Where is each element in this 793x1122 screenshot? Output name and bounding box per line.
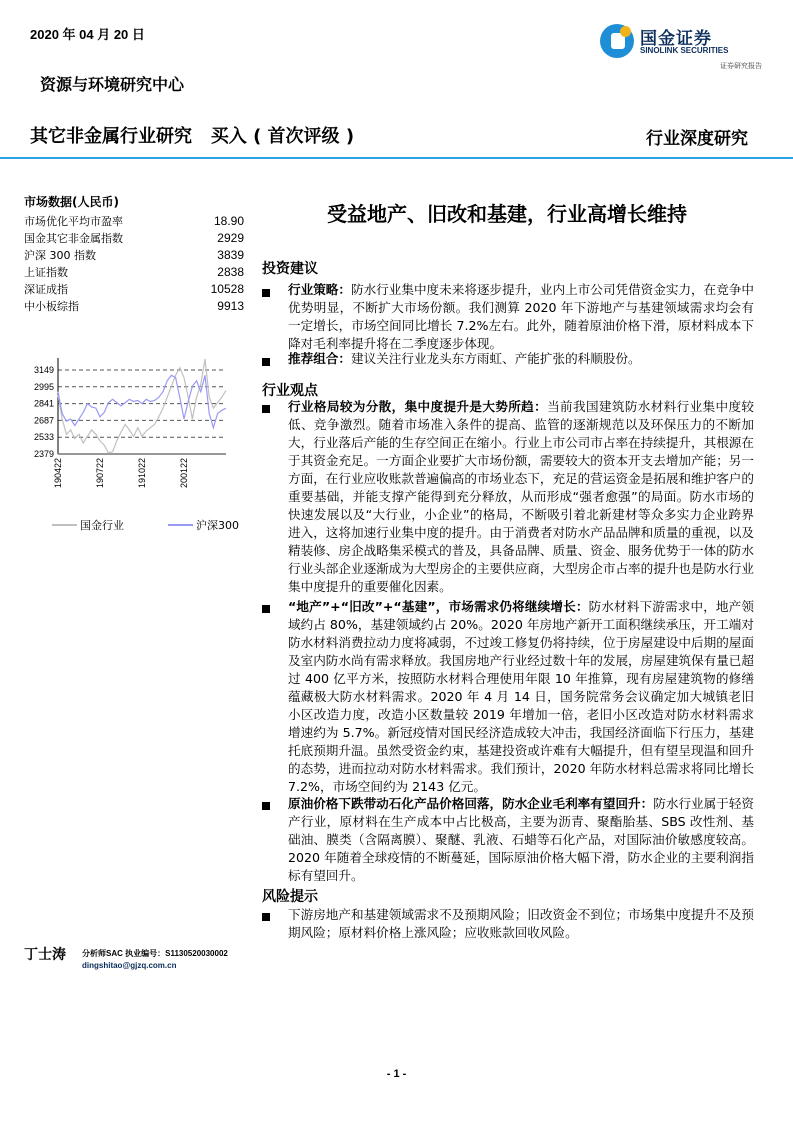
x-tick-label: 200122 (179, 458, 189, 489)
bullet-icon (262, 289, 270, 297)
report-date: 2020 年 04 月 20 日 (30, 27, 145, 42)
sinolink-logo (600, 24, 760, 74)
bullet-icon (262, 802, 270, 810)
main-title: 受益地产、旧改和基建，行业高增长维持 (327, 202, 687, 226)
logo-sub: 证券研究报告 (720, 62, 762, 70)
report-title: 其它非金属行业研究 买入 ( 首次评级 ) (30, 126, 355, 147)
bullet-icon (262, 405, 270, 413)
market-label: 国金其它非金属指数 (24, 232, 123, 245)
bullet-icon (262, 913, 270, 921)
market-value: 10528 (210, 282, 244, 296)
para-text: 防水行业集中度未来将逐步提升，业内上市公司凭借资金实力，在竞争中优势明显，不断扩大市场份额。我们测算 2020 年下游地产与基建领域需求均会有一定增长，市场空间同比增长 7.2%左右。此外，随着原油价格下滑，原材料成本下降对毛利率提升将在二季度逐步体现。 (288, 282, 755, 351)
para-heading: 推荐组合： (288, 351, 351, 366)
market-data-title: 市场数据(人民币) (24, 195, 119, 209)
market-label: 深证成指 (24, 283, 68, 296)
legend-label: 沪深300 (196, 519, 239, 532)
market-label: 沪深 300 指数 (24, 249, 96, 262)
market-row (24, 247, 244, 264)
report-type: 行业深度研究 (646, 129, 748, 149)
logo-dot-icon (620, 26, 631, 37)
para-heading: 行业策略： (288, 282, 351, 297)
research-center: 资源与环境研究中心 (40, 75, 185, 94)
logo-cn: 国金证券 (640, 29, 712, 49)
y-tick-label: 2533 (33, 432, 54, 443)
bullet-icon (262, 358, 270, 366)
paragraph-risk: 下游房地产和基建领域需求不及预期风险；旧改资金不到位；市场集中度提升不及预期风险；原材料价格上涨风险；应收账款回收风险。 (288, 907, 754, 940)
y-tick-label: 3149 (33, 365, 54, 375)
paragraph-oil-price (288, 795, 754, 885)
market-row (24, 230, 244, 247)
paragraph-concentration (288, 398, 754, 596)
series-line-industry (58, 359, 226, 453)
x-tick-label: 190422 (53, 458, 63, 489)
logo-en: SINOLINK SECURITIES (640, 46, 729, 55)
section-risk: 风险提示 (262, 889, 318, 905)
y-tick-label: 2841 (33, 398, 54, 409)
market-value: 2838 (217, 265, 244, 279)
author-name: 丁士涛 (24, 947, 66, 963)
section-invest-advice: 投资建议 (262, 261, 318, 277)
para-text: 当前我国建筑防水材料行业集中度较低、竞争激烈。随着市场准入条件的提高、监管的逐渐规范以及环保压力的不断加大，行业落后产能的生存空间正在缩小。行业上市公司市占率在持续提升，其根源在于其资金充足。一方面企业要扩大市场份额，需要较大的资本开支去增加产能；另一方面，在行业应收账款普遍偏高的市场业态下，充足的营运资金是拓展和维护客户的重要基础，并能支撑产能得到充分释放，从而形成“强者愈强”的局面。防水市场的快速发展以及“大行业，小企业”的格局，不断吸引着北新建材等众多实力企业跨界进入，这将加速行业集中度的提升。由于消费者对防水产品品牌和质量的重视，以及精装修、房企战略集采模式的普及，具备品牌、质量、资金、服务优势于一体的防水行业头部企业逐渐成为大型房企的主要供应商，大型房企市占率的提升也是防水行业集中度提升的重要催化因素。 (288, 399, 755, 594)
legend-label: 国金行业 (80, 519, 124, 532)
para-text: 防水行业属于轻资产行业，原材料在生产成本中占比极高，主要为沥青、聚酯胎基、SBS 改性剂、基础油、膜类（含隔离膜）、聚醚、乳液、石蜡等石化产品，对国际油价敏感度较高。2020 年随着全球疫情的不断蔓延，国际原油价格大幅下滑，防水企业的主要利润指标有望回升。 (288, 796, 755, 883)
para-text: 建议关注行业龙头东方雨虹、产能扩张的科顺股份。 (350, 351, 641, 366)
y-tick-label: 2379 (33, 449, 54, 459)
market-value: 9913 (217, 299, 244, 313)
market-label: 中小板综指 (24, 300, 79, 313)
paragraph-portfolio (288, 350, 754, 368)
bullet-icon (262, 605, 270, 613)
market-row (24, 213, 244, 230)
page-number: - 1 - (386, 1068, 407, 1080)
paragraph-strategy (288, 281, 754, 353)
section-industry-view: 行业观点 (262, 383, 318, 399)
market-data (24, 193, 244, 315)
paragraph-demand (288, 598, 754, 796)
para-heading: 行业格局较为分散，集中度提升是大势所趋： (288, 399, 548, 414)
market-value: 2929 (217, 231, 244, 245)
author-license: 分析师SAC 执业编号：S1130520030002 (82, 949, 228, 958)
y-tick-label: 2687 (33, 415, 54, 426)
index-line-chart (20, 355, 255, 545)
para-heading: 原油价格下跌带动石化产品价格回落，防水企业毛利率有望回升： (288, 796, 654, 811)
para-heading: “地产”+“旧改”+“基建”，市场需求仍将继续增长： (288, 599, 589, 614)
para-text: 防水材料下游需求中，地产领域约占 80%，基建领域约占 20%。2020 年房地产新开工面积继续承压，开工端对防水材料消费拉动力度将减弱，不过竣工修复仍将持续，位于房屋建设中后期的屋面及室内防水尚有需求释放。我国房地产行业经过数十年的发展，房屋建筑保有量已超过 400 亿平方米，按照防水材料合理使用年限 10 年推算，现有房屋建筑物的修缮蕴藏极大防水材料需求。2020 年 4 月 14 日，国务院常务会议确定加大城镇老旧小区改造力度，改造小区数量较 2019 年增加一倍，老旧小区改造对防水材料需求增速约为 5.7%。新冠疫情对国民经济造成较大冲击，我国经济面临下行压力，基建托底预期升温。虽然受资金约束，基建投资或许难有大幅提升，但有望呈现温和回升的态势，进而拉动对防水材料需求。我们预计，2020 年防水材料总需求将同比增长 7.2%，市场空间约为 2143 亿元。 (288, 599, 754, 794)
header-divider (0, 157, 793, 159)
author-email[interactable]: dingshitao@gjzq.com.cn (82, 961, 177, 970)
market-value: 18.90 (213, 214, 244, 228)
market-value: 3839 (217, 248, 244, 262)
market-row (24, 298, 244, 315)
y-tick-label: 2995 (33, 381, 54, 392)
market-label: 上证指数 (24, 266, 68, 279)
x-tick-label: 191022 (137, 458, 147, 489)
market-label: 市场优化平均市盈率 (24, 215, 123, 228)
market-row (24, 281, 244, 298)
x-tick-label: 190722 (95, 458, 105, 489)
market-row (24, 264, 244, 281)
